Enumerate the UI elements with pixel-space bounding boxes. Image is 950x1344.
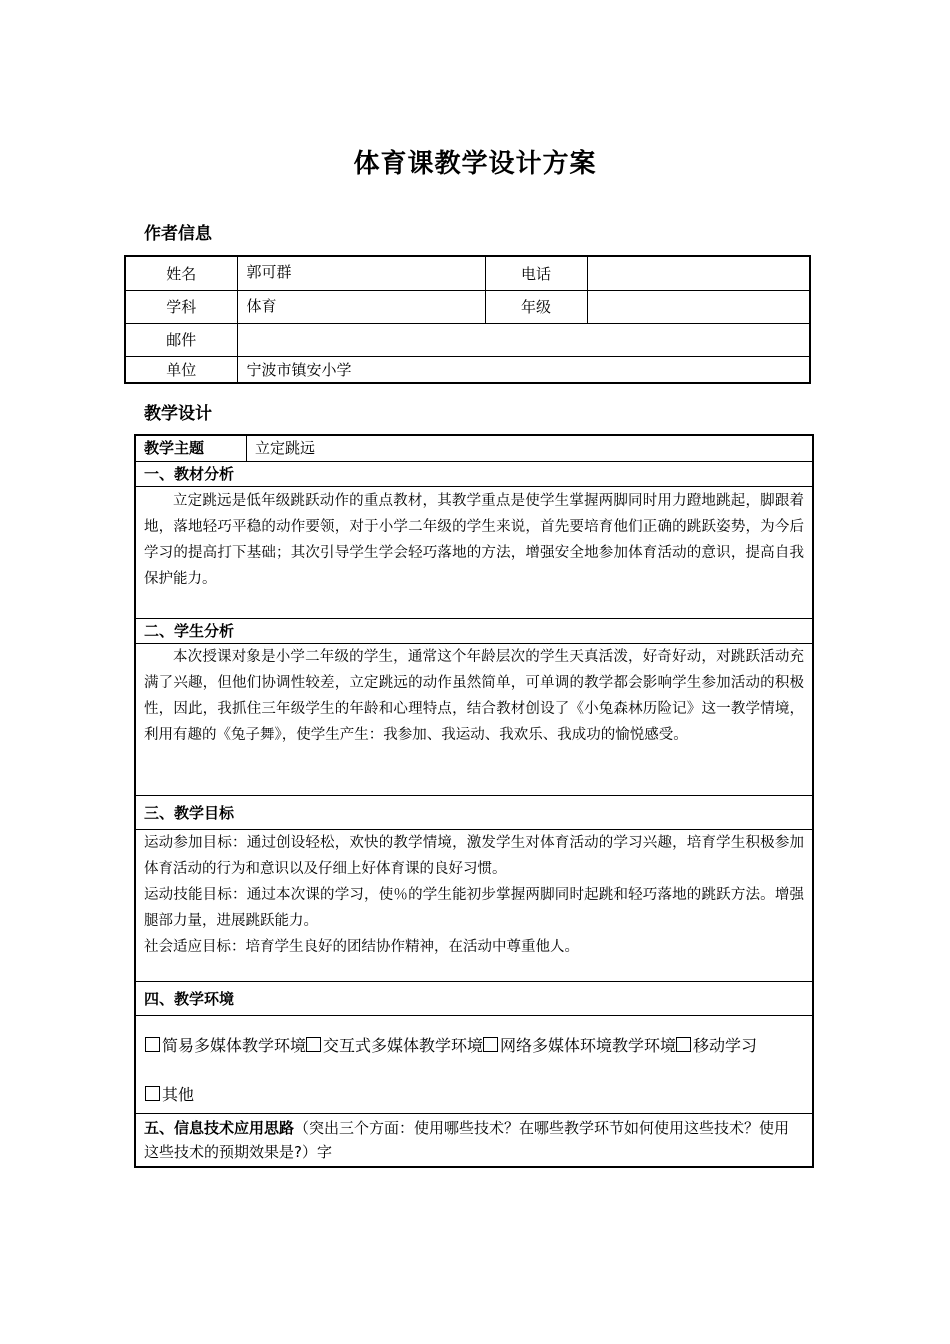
checkbox-icon [676,1037,691,1052]
section-3-header-row [135,796,813,830]
page-title: 体育课教学设计方案 [353,149,597,179]
section-1-header-row [135,462,813,487]
topic-row [135,435,813,462]
objective-skill: 运动技能目标：通过本次课的学习，使％的学生能初步掌握两脚同时起跳和轻巧落地的跳跃方法。增强腿部力量，进展跳跃能力。 [144,887,804,929]
section-3-title: 三、教学目标 [135,796,813,830]
section-5-note: （突出三个方面：使用哪些技术？在哪些教学环节如何使用这些技术？使用这些技术的预期效果是?）字 [144,1119,790,1161]
teaching-environment-options [135,1016,813,1114]
name-label: 姓名 [125,256,237,290]
subject-field[interactable]: 体育 [237,290,485,323]
grade-field[interactable] [587,290,810,323]
section-2-body-row [135,644,813,796]
unit-field[interactable]: 宁波市镇安小学 [237,356,810,383]
grade-label: 年级 [485,290,587,323]
author-row-email [125,323,810,356]
section-2-title: 二、学生分析 [135,619,813,644]
section-2-header-row [135,619,813,644]
author-info-heading: 作者信息 [144,224,212,244]
teaching-objectives-text[interactable] [135,830,813,982]
teaching-design-heading: 教学设计 [144,404,212,424]
env-simple-multimedia-checkbox[interactable] [145,1036,306,1055]
env-other-checkbox[interactable] [145,1085,194,1104]
env-interactive-multimedia-label: 交互式多媒体教学环境 [323,1036,484,1055]
teaching-design-table [134,434,814,1168]
author-row-unit [125,356,810,383]
section-5-title: 五、信息技术应用思路 [144,1119,295,1137]
env-network-multimedia-checkbox[interactable] [483,1036,676,1055]
topic-field[interactable]: 立定跳远 [247,435,814,462]
unit-label: 单位 [125,356,237,383]
section-5-header-row [135,1114,813,1168]
phone-field[interactable] [587,256,810,290]
objective-social: 社会适应目标：培育学生良好的团结协作精神，在活动中尊重他人。 [144,939,579,955]
env-network-multimedia-label: 网络多媒体环境教学环境 [500,1036,677,1055]
author-row-subject [125,290,810,323]
section-3-body-row [135,830,813,982]
section-1-title: 一、教材分析 [135,462,813,487]
section-4-title: 四、教学环境 [135,982,813,1016]
author-info-table [124,255,811,384]
phone-label: 电话 [485,256,587,290]
section-4-header-row [135,982,813,1016]
checkbox-icon [306,1037,321,1052]
material-analysis-text[interactable]: 立定跳远是低年级跳跃动作的重点教材，其教学重点是使学生掌握两脚同时用力蹬地跳起，脚跟着地，落地轻巧平稳的动作要领，对于小学二年级的学生来说，首先要培育他们正确的跳跃姿势，为今后学习的提高打下基础；其次引导学生学会轻巧落地的方法，增强安全地参加体育活动的意识，提高自我保护能力。 [135,487,813,619]
topic-label: 教学主题 [135,435,247,462]
objective-participation: 运动参加目标：通过创设轻松，欢快的教学情境，激发学生对体育活动的学习兴趣，培育学生积极参加体育活动的行为和意识以及仔细上好体育课的良好习惯。 [144,835,804,877]
env-mobile-learning-checkbox[interactable] [676,1036,757,1055]
checkbox-icon [483,1037,498,1052]
student-analysis-text[interactable]: 本次授课对象是小学二年级的学生，通常这个年龄层次的学生天真活泼，好奇好动，对跳跃活动充满了兴趣，但他们协调性较差，立定跳远的动作虽然简单，可单调的教学都会影响学生参加活动的积极性，因此，我抓住三年级学生的年龄和心理特点，结合教材创设了《小兔森林历险记》这一教学情境，利用有趣的《兔子舞》，使学生产生：我参加、我运动、我欢乐、我成功的愉悦感受。 [135,644,813,796]
env-simple-multimedia-label: 简易多媒体教学环境 [162,1036,307,1055]
author-row-name [125,256,810,290]
name-field[interactable]: 郭可群 [237,256,485,290]
email-label: 邮件 [125,323,237,356]
env-other-label: 其他 [162,1085,195,1104]
env-interactive-multimedia-checkbox[interactable] [306,1036,483,1055]
env-mobile-learning-label: 移动学习 [693,1036,758,1055]
subject-label: 学科 [125,290,237,323]
checkbox-icon [145,1037,160,1052]
section-1-body-row [135,487,813,619]
checkbox-icon [145,1086,160,1101]
section-5-cell [135,1114,813,1168]
email-field[interactable] [237,323,810,356]
section-4-body-row [135,1016,813,1114]
